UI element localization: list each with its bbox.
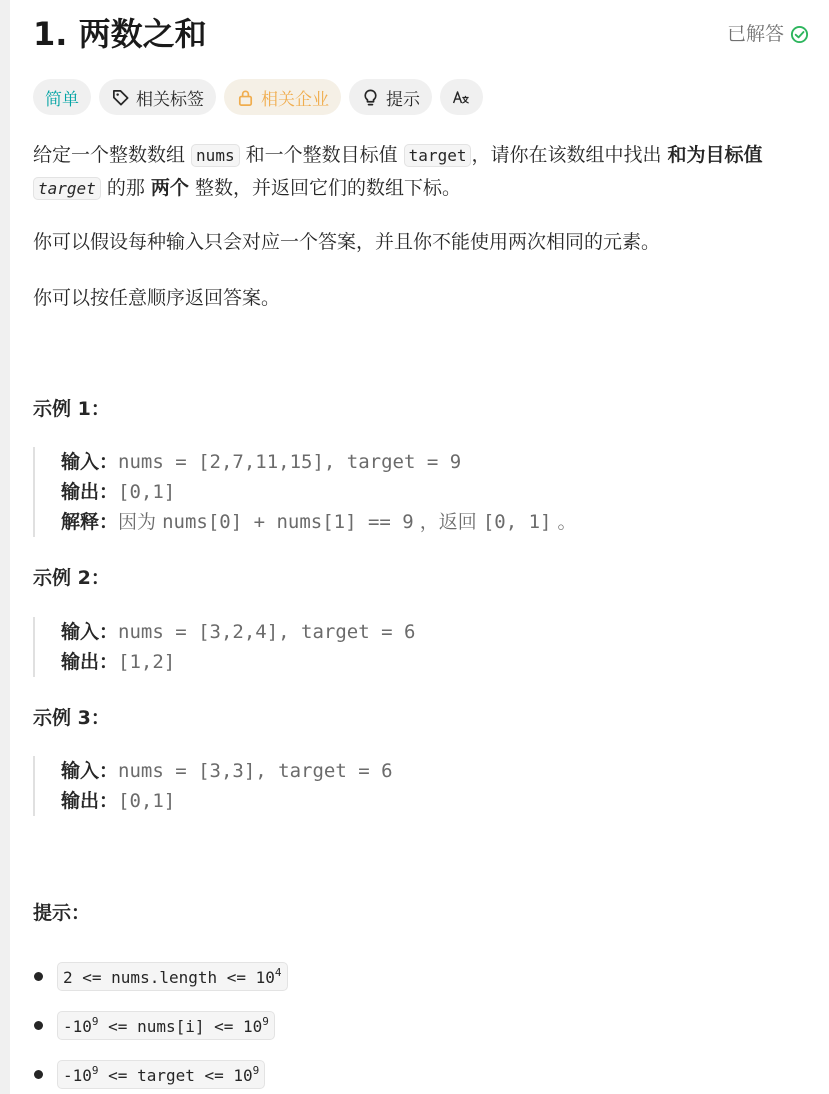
check-circle-icon	[790, 25, 809, 44]
description-paragraph-2: 你可以假设每种输入只会对应一个答案，并且你不能使用两次相同的元素。	[33, 231, 661, 253]
superscript: 4	[274, 966, 282, 979]
constraint-code	[57, 1060, 265, 1089]
example-explanation-line	[61, 507, 577, 537]
problem-description-panel	[10, 0, 829, 1094]
input-label: 输入：	[61, 760, 119, 782]
desc-text: 给定一个整数数组	[33, 144, 192, 166]
output-value: [0,1]	[118, 790, 176, 812]
superscript: 9	[91, 1064, 99, 1077]
example-2-block	[33, 617, 415, 677]
translate-button[interactable]	[440, 79, 483, 115]
tag-bar	[33, 79, 483, 115]
example-1-block	[33, 447, 577, 537]
list-item	[33, 1001, 288, 1050]
explanation-text: 。	[551, 511, 577, 533]
output-value: [0,1]	[118, 481, 176, 503]
constraint-text: -10	[63, 1017, 92, 1036]
description-paragraph-1	[33, 139, 803, 205]
constraint-code	[57, 1011, 275, 1040]
lock-icon	[236, 88, 255, 107]
explanation-label: 解释：	[61, 511, 119, 533]
explanation-text: ，返回	[413, 511, 483, 533]
superscript: 9	[252, 1064, 260, 1077]
output-value: [1,2]	[118, 651, 176, 673]
constraint-text: <= target <= 10	[98, 1066, 253, 1085]
example-1-heading: 示例 1：	[33, 398, 110, 420]
solved-status	[727, 20, 809, 48]
output-label: 输出：	[61, 481, 119, 503]
constraints-heading: 提示：	[33, 902, 91, 924]
inline-code-target-italic: target	[33, 177, 101, 200]
example-output-line	[61, 647, 415, 677]
input-value: nums = [3,3], target = 6	[118, 760, 393, 782]
related-companies-label: 相关企业	[261, 89, 329, 110]
explanation-code: [0, 1]	[482, 511, 552, 533]
superscript: 9	[91, 1015, 99, 1028]
output-label: 输出：	[61, 651, 119, 673]
list-item	[33, 952, 288, 1001]
desc-text: ，请你在该数组中找出	[471, 144, 668, 166]
problem-title: 1. 两数之和	[33, 15, 207, 53]
constraint-code	[57, 962, 288, 991]
inline-code-nums: nums	[191, 144, 240, 167]
related-companies-button[interactable]	[224, 79, 341, 115]
translate-icon	[452, 88, 471, 107]
desc-text: 和一个整数目标值	[239, 144, 404, 166]
related-tags-button[interactable]	[99, 79, 216, 115]
output-label: 输出：	[61, 790, 119, 812]
example-input-line	[61, 756, 393, 786]
constraint-text: -10	[63, 1066, 92, 1085]
desc-bold: 和为目标值	[667, 144, 763, 166]
constraints-list	[33, 952, 288, 1094]
hint-button[interactable]	[349, 79, 432, 115]
input-value: nums = [2,7,11,15], target = 9	[118, 451, 462, 473]
example-2-heading: 示例 2：	[33, 567, 110, 589]
description-paragraph-3: 你可以按任意顺序返回答案。	[33, 287, 281, 309]
inline-code-target: target	[404, 144, 472, 167]
example-input-line	[61, 447, 577, 477]
constraint-text: 2 <= nums.length <= 10	[63, 968, 275, 987]
desc-bold: 两个	[150, 177, 189, 199]
tag-icon	[111, 88, 130, 107]
difficulty-label: 简单	[45, 89, 79, 110]
list-item	[33, 1050, 288, 1094]
superscript: 9	[262, 1015, 269, 1028]
example-output-line	[61, 477, 577, 507]
bullet-dot	[34, 1021, 43, 1030]
desc-text: 的那	[100, 177, 151, 199]
lightbulb-icon	[361, 88, 380, 107]
desc-text: 整数，并返回它们的数组下标。	[188, 177, 461, 199]
related-tags-label: 相关标签	[136, 89, 204, 110]
title-row	[33, 12, 809, 56]
example-output-line	[61, 786, 393, 816]
solved-label: 已解答	[726, 23, 784, 45]
input-label: 输入：	[61, 621, 119, 643]
input-label: 输入：	[61, 451, 119, 473]
constraint-text: <= nums[i] <= 10	[98, 1017, 263, 1036]
explanation-text: 因为	[118, 511, 163, 533]
hint-label: 提示	[386, 89, 420, 110]
difficulty-tag[interactable]	[33, 79, 91, 115]
example-3-heading: 示例 3：	[33, 707, 110, 729]
bullet-dot	[34, 1070, 43, 1079]
bullet-dot	[34, 972, 43, 981]
input-value: nums = [3,2,4], target = 6	[118, 621, 416, 643]
explanation-code: nums[0] + nums[1] == 9	[162, 511, 414, 533]
example-3-block	[33, 756, 393, 816]
example-input-line	[61, 617, 415, 647]
